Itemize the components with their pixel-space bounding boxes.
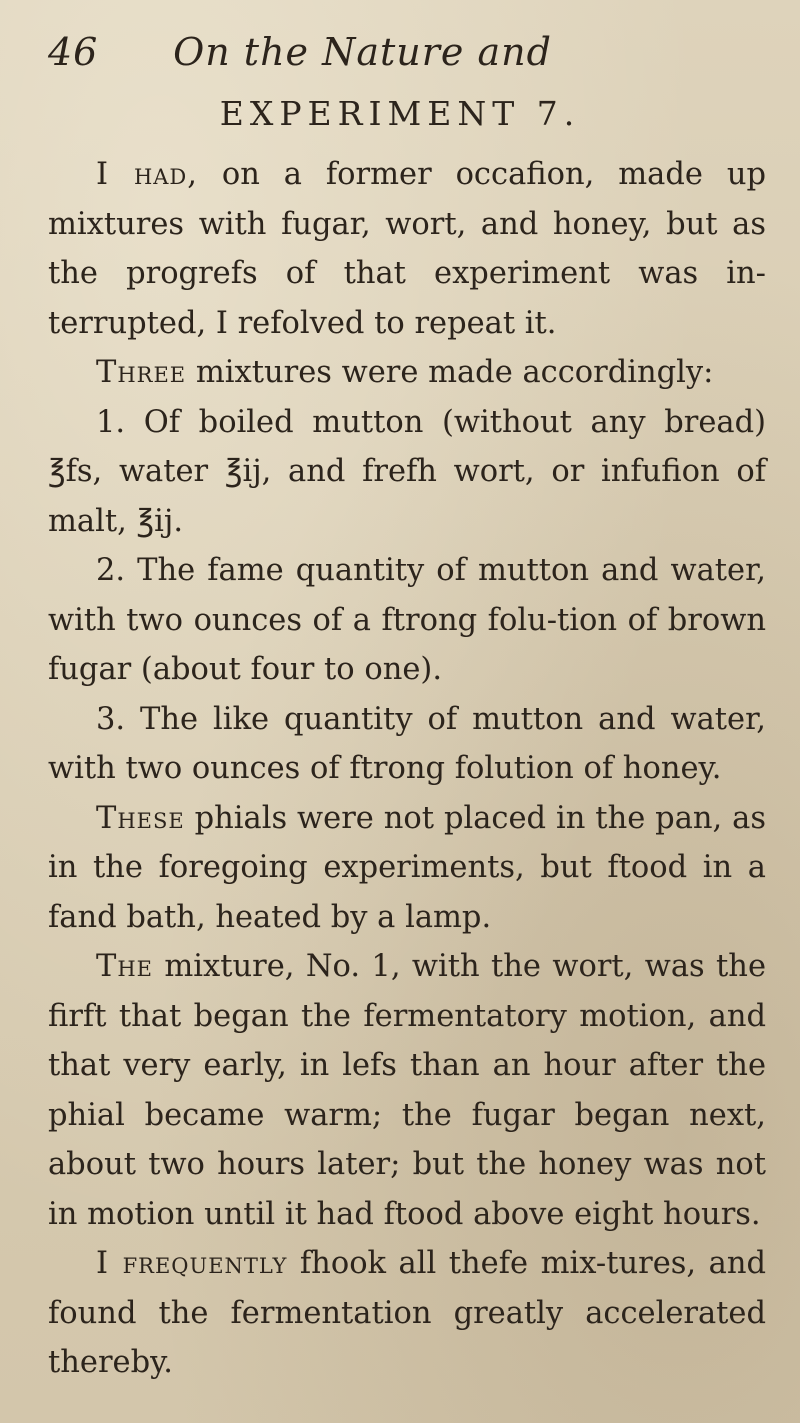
- paragraph-lead: The: [96, 949, 153, 984]
- paragraph-lead: Three: [96, 355, 187, 390]
- paragraph: [48, 348, 766, 398]
- paragraph: [48, 695, 766, 794]
- paragraph-text: phials were not placed in the pan, as in the foregoing experiments, but ftood in a fand bath, heated by a lamp.: [48, 800, 766, 935]
- paragraph-text: on a former occafion, made up mixtures with fugar, wort, and honey, but as the progrefs of that experiment was in-terrupted, I refolved to repeat it.: [48, 157, 766, 341]
- paragraph: [48, 398, 766, 547]
- paragraph: [48, 546, 766, 695]
- paragraph: [48, 794, 766, 943]
- paragraph-lead: These: [96, 800, 185, 836]
- paragraph-text: 2. The fame quantity of mutton and water, with two ounces of a ftrong folu-tion of brown fugar (about four to one).: [48, 553, 766, 687]
- running-title: On the Nature and: [173, 30, 552, 74]
- experiment-heading: EXPERIMENT 7.: [219, 94, 581, 133]
- paragraph-lead: I had,: [96, 157, 198, 192]
- paragraph-text: mixtures were made accordingly:: [186, 355, 714, 390]
- paragraph-text: 1. Of boiled mutton (without any bread) ℥fs, water ℥ij, and frefh wort, or infufion of malt, ℥ij.: [48, 404, 766, 539]
- paragraph-lead: I frequently: [96, 1246, 288, 1281]
- body-text: [48, 150, 766, 1388]
- page-number: 46: [48, 30, 99, 74]
- running-head: [48, 30, 768, 74]
- paragraph-text: fhook all thefe mix-tures, and found the fermentation greatly accelerated thereby.: [48, 1246, 766, 1380]
- paragraph-text: 3. The like quantity of mutton and water, with two ounces of ftrong folution of honey.: [48, 701, 766, 786]
- paragraph-text: mixture, No. 1, with the wort, was the firft that began the fermentatory motion, and that very early, in lefs than an hour after the phial became warm; the fugar began next, about two hours later; but the honey was not in motion until it had ftood above eight hours.: [48, 949, 766, 1232]
- paragraph: [48, 150, 766, 348]
- paragraph: [48, 1239, 766, 1388]
- paragraph: [48, 942, 766, 1239]
